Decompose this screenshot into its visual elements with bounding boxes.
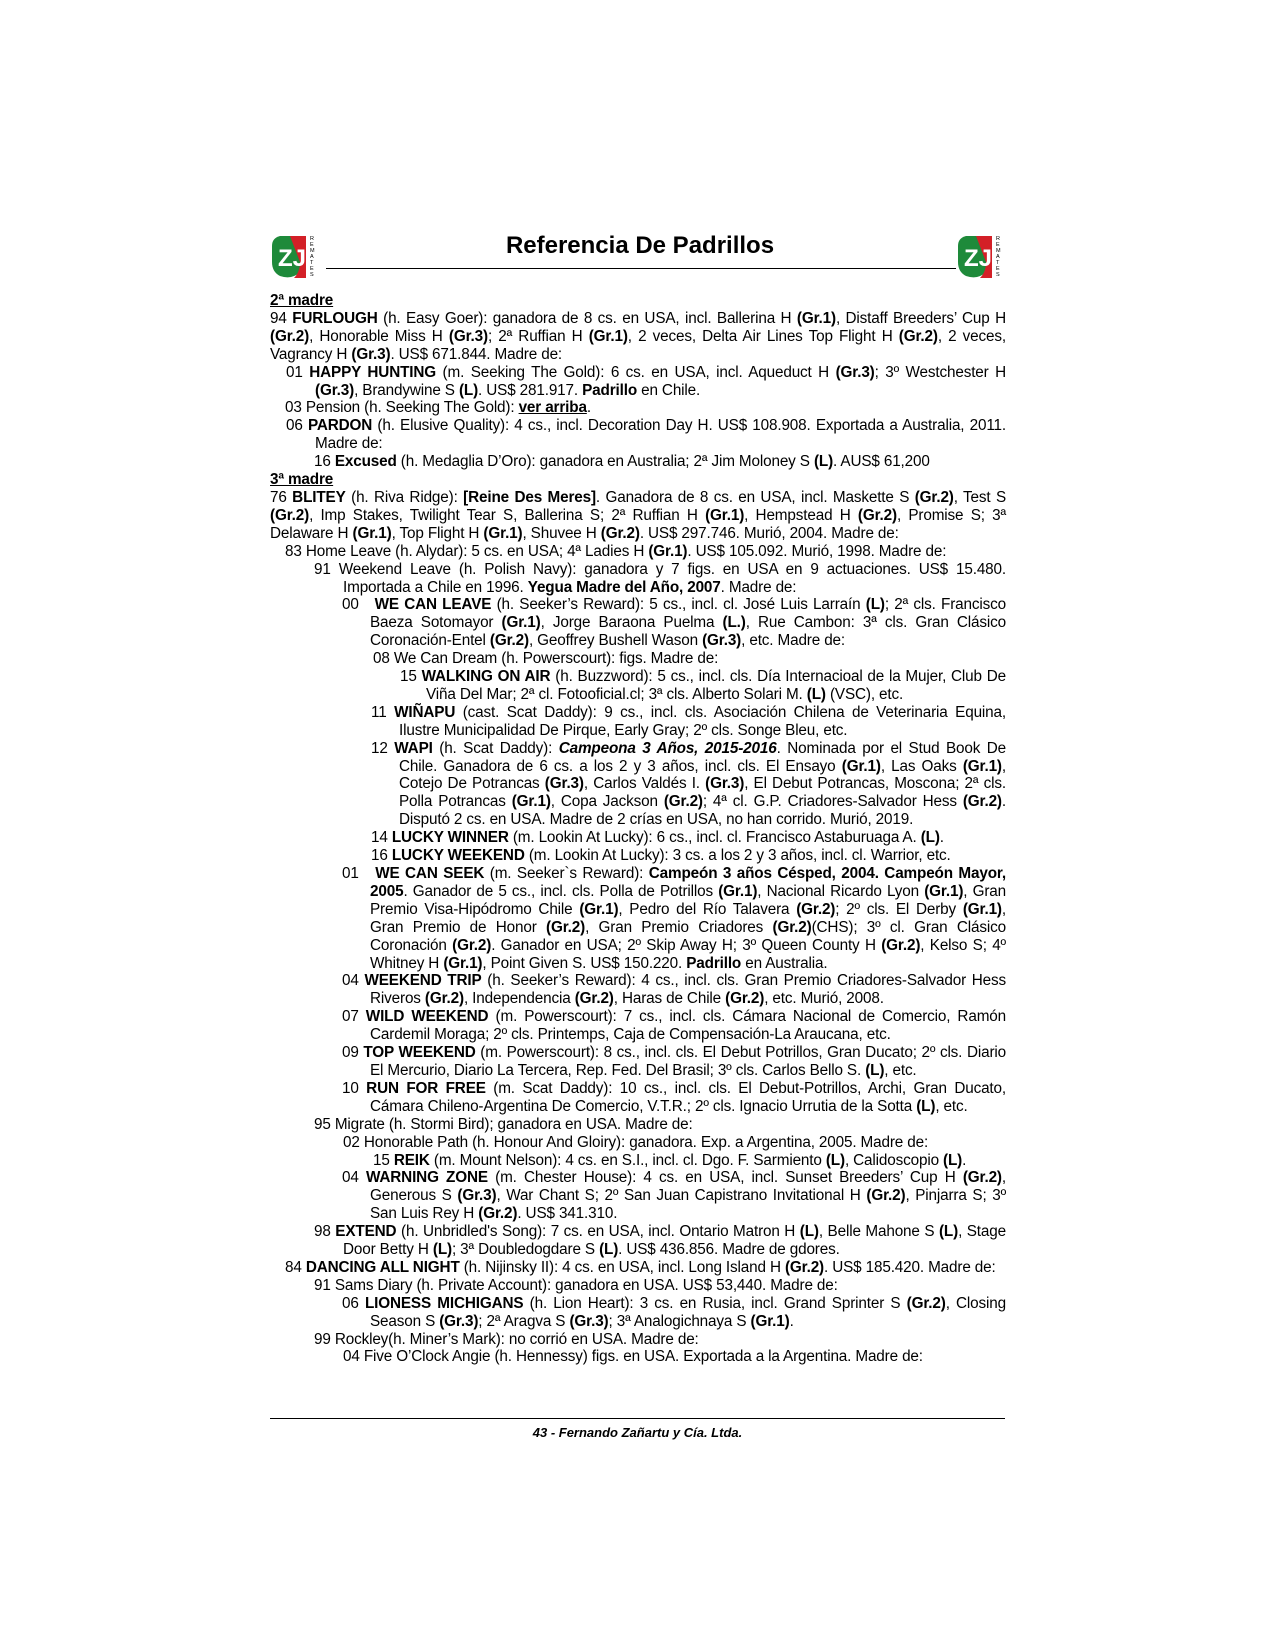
pedigree-text <box>270 292 1006 1366</box>
svg-text:ZJ: ZJ <box>964 245 993 272</box>
title-divider <box>326 268 956 269</box>
entry-rockley: 99 Rockley(h. Miner’s Mark): no corrió en USA. Madre de: <box>314 1330 699 1348</box>
svg-text:E: E <box>996 242 1000 248</box>
entry-furlough: 94 FURLOUGH (h. Easy Goer): ganadora de 8 cs. en USA, incl. Ballerina H (Gr.1), Distaff Breeders’ Cup H (Gr.2), Honorable Miss H (Gr.3); 2ª Ruffian H (Gr.1), 2 veces, Delta Air Lines Top Flight H (Gr.2), 2 veces, Vagrancy H (Gr.3). US$ 671.844. Madre de: <box>270 309 1006 363</box>
entry-walking-on-air: 15 WALKING ON AIR (h. Buzzword): 5 cs., incl. cls. Día Internacioal de la Mujer, Club De Viña Del Mar; 2ª cl. Fotooficial.cl; 3ª cls. Alberto Solari M. (L) (VSC), etc. <box>400 668 1006 703</box>
logo-right <box>956 232 1012 282</box>
entry-honorable-path: 02 Honorable Path (h. Honour And Gloiry): ganadora. Exp. a Argentina, 2005. Madre de: <box>343 1133 929 1151</box>
page-title: Referencia De Padrillos <box>505 232 775 259</box>
entry-lucky-weekend: 16 LUCKY WEEKEND (m. Lookin At Lucky): 3 cs. a los 2 y 3 años, incl. cl. Warrior, etc. <box>371 847 951 865</box>
entry-lucky-winner: 14 LUCKY WINNER (m. Lookin At Lucky): 6 cs., incl. cl. Francisco Astaburuaga A. (L). <box>371 829 944 847</box>
entry-excused: 16 Excused (h. Medaglia D’Oro): ganadora en Australia; 2ª Jim Moloney S (L). AUS$ 61,200 <box>314 453 930 471</box>
entry-blitey: 76 BLITEY (h. Riva Ridge): [Reine Des Meres]. Ganadora de 8 cs. en USA, incl. Maskette S (Gr.2), Test S (Gr.2), Imp Stakes, Twilight Tear S, Ballerina S; 2ª Ruffian H (Gr.1), Hempstead H (Gr.2), Promise S; 3ª Delaware H (Gr.1), Top Flight H (Gr.1), Shuvee H (Gr.2). US$ 297.746. Murió, 2004. Madre de: <box>270 488 1006 542</box>
section-heading-2a-madre: 2ª madre <box>270 292 334 309</box>
svg-text:E: E <box>310 266 314 272</box>
entry-top-weekend: 09 TOP WEEKEND (m. Powerscourt): 8 cs., incl. cls. El Debut Potrillos, Gran Ducato; 2º cls. Diario El Mercurio, Diario La Tercera, Rep. Fed. Del Brasil; 3º cls. Carlos Bello S. (L), etc. <box>342 1044 1006 1079</box>
entry-dancing-all-night: 84 DANCING ALL NIGHT (h. Nijinsky II): 4 cs. en USA, incl. Long Island H (Gr.2). US$ 185.420. Madre de: <box>285 1258 996 1276</box>
footer-text: 43 - Fernando Zañartu y Cía. Ltda. <box>532 1425 743 1440</box>
entry-we-can-dream: 08 We Can Dream (h. Powerscourt): figs. Madre de: <box>373 650 719 668</box>
entry-wapi: 12 WAPI (h. Scat Daddy): Campeona 3 Años, 2015-2016. Nominada por el Stud Book De Chile. Ganadora de 6 cs. a los 2 y 3 años, incl. cls. El Ensayo (Gr.1), Las Oaks (Gr.1), Cotejo De Potrancas (Gr.3), Carlos Valdés I. (Gr.3), El Debut Potrancas, Moscona; 2ª cls. Polla Potrancas (Gr.1), Copa Jackson (Gr.2); 4ª cl. G.P. Criadores-Salvador Hess (Gr.2). Disputó 2 cs. en USA. Madre de 2 crías en USA, no han corrido. Murió, 2019. <box>371 739 1006 829</box>
ver-arriba-link[interactable]: ver arriba <box>518 399 587 417</box>
entry-migrate: 95 Migrate (h. Stormi Bird); ganadora en USA. Madre de: <box>314 1115 693 1133</box>
svg-text:E: E <box>996 266 1000 272</box>
entry-pardon: 06 PARDON (h. Elusive Quality): 4 cs., incl. Decoration Day H. US$ 108.908. Exportada a Australia, 2011. Madre de: <box>286 417 1007 453</box>
entry-five-oclock-angie: 04 Five O’Clock Angie (h. Hennessy) figs. en USA. Exportada a la Argentina. Madre de: <box>343 1348 923 1366</box>
entry-winapu: 11 WIÑAPU (cast. Scat Daddy): 9 cs., incl. cls. Asociación Chilena de Veterinaria Equina, Ilustre Municipalidad De Pirque, Early Gray; 2º cls. Songe Bleu, etc. <box>371 703 1006 739</box>
entry-wild-weekend: 07 WILD WEEKEND (m. Powerscourt): 7 cs., incl. cls. Cámara Nacional de Comercio, Ramón Cardemil Moraga; 2º cls. Printemps, Caja de Compensación-La Araucana, etc. <box>342 1008 1006 1044</box>
entry-we-can-leave: 00 WE CAN LEAVE (h. Seeker’s Reward): 5 cs., incl. cl. José Luis Larraín (L); 2ª cls. Francisco Baeza Sotomayor (Gr.1), Jorge Baraona Puelma (L.), Rue Cambon: 3ª cls. Gran Clásico Coronación-Entel (Gr.2), Geoffrey Bushell Wason (Gr.3), etc. Madre de: <box>342 596 1006 650</box>
svg-text:M: M <box>310 248 315 254</box>
svg-text:R: R <box>310 236 314 242</box>
svg-text:T: T <box>310 260 314 266</box>
entry-sams-diary: 91 Sams Diary (h. Private Account): ganadora en USA. US$ 53,440. Madre de: <box>314 1276 838 1294</box>
section-heading-3a-madre: 3ª madre <box>270 471 334 489</box>
entry-reik: 15 REIK (m. Mount Nelson): 4 cs. en S.I., incl. cl. Dgo. F. Sarmiento (L), Calidoscopio (L). <box>373 1151 967 1169</box>
entry-extend: 98 EXTEND (h. Unbridled's Song): 7 cs. en USA, incl. Ontario Matron H (L), Belle Mahone S (L), Stage Door Betty H (L); 3ª Doubledogdare S (L). US$ 436.856. Madre de gdores. <box>314 1223 1006 1259</box>
entry-happy-hunting: 01 HAPPY HUNTING (m. Seeking The Gold): 6 cs. en USA, incl. Aqueduct H (Gr.3); 3º Westchester H (Gr.3), Brandywine S (L). US$ 281.917. Padrillo en Chile. <box>286 363 1007 399</box>
entry-lioness-michigans: 06 LIONESS MICHIGANS (h. Lion Heart): 3 cs. en Rusia, incl. Grand Sprinter S (Gr.2), Closing Season S (Gr.3); 2ª Aragva S (Gr.3); 3ª Analogichnaya S (Gr.1). <box>342 1294 1006 1330</box>
entry-home-leave: 83 Home Leave (h. Alydar): 5 cs. en USA; 4ª Ladies H (Gr.1). US$ 105.092. Murió, 1998. Madre de: <box>285 542 947 560</box>
entry-pension: 03 Pension (h. Seeking The Gold): ver arriba. <box>285 399 591 417</box>
svg-text:M: M <box>996 248 1001 254</box>
svg-text:ZJ: ZJ <box>278 245 307 272</box>
entry-warning-zone: 04 WARNING ZONE (m. Chester House): 4 cs. en USA, incl. Sunset Breeders’ Cup H (Gr.2), Generous S (Gr.3), War Chant S; 2º San Juan Capistrano Invitational H (Gr.2), Pinjarra S; 3º San Luis Rey H (Gr.2). US$ 341.310. <box>342 1169 1007 1223</box>
svg-text:T: T <box>996 260 1000 266</box>
footer-divider <box>270 1418 1005 1419</box>
logo-left <box>270 232 326 282</box>
entry-run-for-free: 10 RUN FOR FREE (m. Scat Daddy): 10 cs., incl. cls. El Debut-Potrillos, Archi, Gran Ducato, Cámara Chileno-Argentina De Comercio, V.T.R.; 2º cls. Ignacio Urrutia de la Sotta (L), etc. <box>342 1079 1006 1115</box>
svg-text:S: S <box>996 272 1000 278</box>
svg-text:S: S <box>310 272 314 278</box>
svg-text:A: A <box>996 254 1000 260</box>
svg-text:A: A <box>310 254 314 260</box>
svg-text:R: R <box>996 236 1000 242</box>
entry-weekend-leave: 91 Weekend Leave (h. Polish Navy): ganadora y 7 figs. en USA en 9 actuaciones. US$ 15.480. Importada a Chile en 1996. Yegua Madre del Año, 2007. Madre de: <box>314 560 1006 596</box>
entry-weekend-trip: 04 WEEKEND TRIP (h. Seeker’s Reward): 4 cs., incl. cls. Gran Premio Criadores-Salvador Hess Riveros (Gr.2), Independencia (Gr.2), Haras de Chile (Gr.2), etc. Murió, 2008. <box>342 972 1007 1008</box>
svg-text:E: E <box>310 242 314 248</box>
entry-we-can-seek: 01 WE CAN SEEK (m. Seeker`s Reward): Campeón 3 años Césped, 2004. Campeón Mayor, 2005. Ganador de 5 cs., incl. cls. Polla de Potrillos (Gr.1), Nacional Ricardo Lyon (Gr.1), Gran Premio Visa-Hipódromo Chile (Gr.1), Pedro del Río Talavera (Gr.2); 2º cls. El Derby (Gr.1), Gran Premio de Honor (Gr.2), Gran Premio Criadores (Gr.2)(CHS); 3º cl. Gran Clásico Coronación (Gr.2). Ganador en USA; 2º Skip Away H; 3º Queen County H (Gr.2), Kelso S; 4º Whitney H (Gr.1), Point Given S. US$ 150.220. Padrillo en Australia. <box>342 865 1007 972</box>
